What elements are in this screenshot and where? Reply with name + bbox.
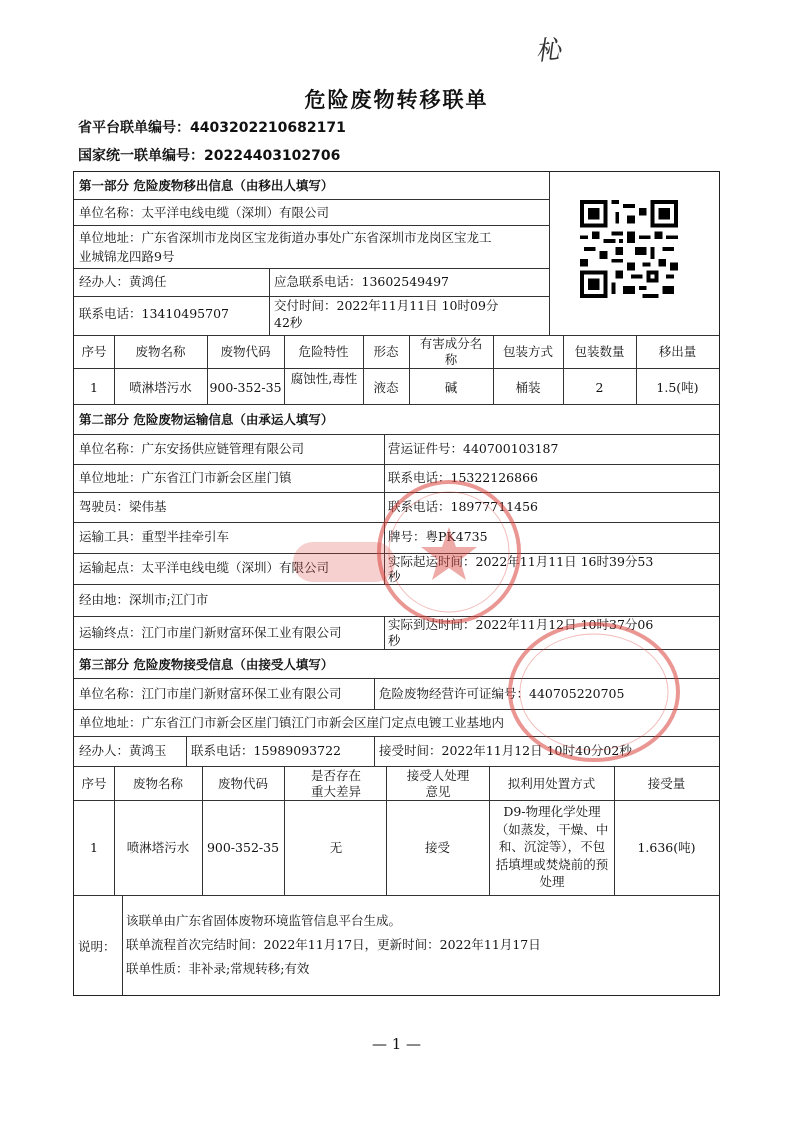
p1-col-amount-out: 移出量 [658, 344, 697, 359]
p1-cell-packaging: 桶装 [515, 380, 541, 395]
transport-via: 经由地：深圳市;江门市 [79, 592, 209, 607]
driver-phone: 联系电话：18977711456 [388, 499, 538, 514]
p3-cell-disposal: D9-物理化学处理（如蒸发，干燥、中和、沉淀等），不包括填埋或焚烧前的预处理 [495, 804, 609, 889]
transport-origin: 运输起点：太平洋电线电缆（深圳）有限公司 [79, 560, 330, 575]
p3-col-discrepancy: 是否存在重大差异 [310, 768, 361, 799]
p1-col-harmful: 有害成分名称 [419, 336, 483, 367]
shipper-emergency-phone: 应急联系电话：13602549497 [274, 274, 449, 289]
p3-cell-discrepancy: 无 [329, 840, 343, 855]
notes-line2: 联单流程首次完结时间：2022年11月17日，更新时间：2022年11月17日 [126, 937, 541, 952]
receiver-permit: 危险废物经营许可证编号：440705220705 [379, 686, 625, 701]
p1-cell-seq: 1 [90, 380, 98, 395]
document-title: 危险废物转移联单 [304, 88, 489, 112]
transport-destination: 运输终点：江门市崖门新财富环保工业有限公司 [79, 625, 342, 640]
p3-col-amount-received: 接受量 [647, 776, 686, 791]
start-time-line1: 实际起运时间：2022年11月11日 16时39分53 [388, 554, 654, 569]
part1-heading: 第一部分 危险废物移出信息（由移出人填写） [79, 178, 334, 193]
national-number: 国家统一联单编号：20224403102706 [78, 148, 341, 164]
notes-line3: 联单性质：非补录;常规转移;有效 [126, 961, 310, 976]
p1-col-hazard: 危险特性 [298, 344, 349, 359]
carrier-address: 单位地址：广东省江门市新会区崖门镇 [79, 470, 292, 485]
p1-cell-amount-out: 1.5(吨) [656, 380, 699, 395]
receiver-contact-phone: 联系电话：15989093722 [191, 743, 341, 758]
manifest-table [73, 171, 720, 996]
receiver-address: 单位地址：广东省江门市新会区崖门镇江门市新会区崖门定点电镀工业基地内 [79, 715, 505, 730]
p1-col-waste-name: 废物名称 [135, 344, 186, 359]
p1-cell-waste-name: 喷淋塔污水 [129, 380, 192, 395]
p1-col-packaging: 包装方式 [502, 344, 553, 359]
p3-col-waste-code: 废物代码 [217, 776, 268, 791]
receiver-unit-name: 单位名称：江门市崖门新财富环保工业有限公司 [79, 686, 342, 701]
part2-heading: 第二部分 危险废物运输信息（由承运人填写） [79, 412, 334, 427]
handover-time-line1: 交付时间：2022年11月11日 10时09分 [274, 298, 499, 313]
vehicle-type: 运输工具：重型半挂牵引车 [79, 529, 230, 544]
p3-cell-waste-name: 喷淋塔污水 [126, 840, 190, 855]
p1-cell-harmful: 碱 [444, 380, 458, 395]
part3-heading: 第三部分 危险废物接受信息（由接受人填写） [79, 657, 334, 672]
receive-time: 接受时间：2022年11月12日 10时40分02秒 [379, 743, 632, 758]
handwritten-mark: 杺 [533, 34, 563, 68]
p3-cell-waste-code: 900-352-35 [206, 840, 280, 855]
qr-code [580, 200, 678, 298]
p1-cell-form: 液态 [373, 380, 399, 395]
carrier-contact-phone: 联系电话：15322126866 [388, 470, 538, 485]
p3-col-waste-name: 废物名称 [132, 776, 183, 791]
start-time-line2: 秒 [388, 569, 401, 584]
receiver-handler: 经办人：黄鸿玉 [79, 743, 167, 758]
carrier-license: 营运证件号：440700103187 [388, 441, 559, 456]
shipper-address-line1: 单位地址：广东省深圳市龙岗区宝龙街道办事处广东省深圳市龙岗区宝龙工 [79, 230, 492, 245]
notes-label: 说明： [78, 939, 116, 954]
p3-cell-opinion: 接受 [424, 840, 450, 855]
shipper-contact-phone: 联系电话：13410495707 [79, 306, 229, 321]
page-number: — 1 — [371, 1035, 422, 1053]
notes-line1: 该联单由广东省固体废物环境监管信息平台生成。 [126, 913, 402, 928]
shipper-address-line2: 业城锦龙四路9号 [79, 249, 175, 264]
p1-col-pack-qty: 包装数量 [574, 344, 625, 359]
p1-cell-waste-code: 900-352-35 [209, 380, 282, 395]
p1-col-waste-code: 废物代码 [220, 344, 271, 359]
handover-time-line2: 42秒 [274, 315, 303, 330]
arrive-time-line1: 实际到达时间：2022年11月12日 10时37分06 [388, 617, 654, 632]
plate-number: 牌号：粤PK4735 [388, 529, 488, 544]
p3-cell-amount-received: 1.636(吨) [637, 840, 696, 855]
driver-name: 驾驶员：梁伟基 [79, 499, 167, 514]
arrive-time-line2: 秒 [388, 633, 401, 648]
p1-cell-hazard: 腐蚀性,毒性 [290, 371, 358, 386]
p3-cell-seq: 1 [90, 840, 98, 855]
p1-cell-pack-qty: 2 [595, 380, 604, 395]
p1-col-seq: 序号 [81, 344, 107, 359]
p3-col-opinion: 接受人处理意见 [406, 768, 470, 799]
p3-col-disposal: 拟利用处置方式 [507, 776, 596, 791]
provincial-number: 省平台联单编号：4403202210682171 [78, 120, 346, 136]
shipper-handler: 经办人：黄鸿任 [79, 274, 167, 289]
p3-col-seq: 序号 [81, 776, 107, 791]
shipper-unit-name: 单位名称：太平洋电线电缆（深圳）有限公司 [79, 205, 330, 220]
p1-col-form: 形态 [373, 344, 399, 359]
carrier-unit-name: 单位名称：广东安扬供应链管理有限公司 [79, 441, 305, 456]
